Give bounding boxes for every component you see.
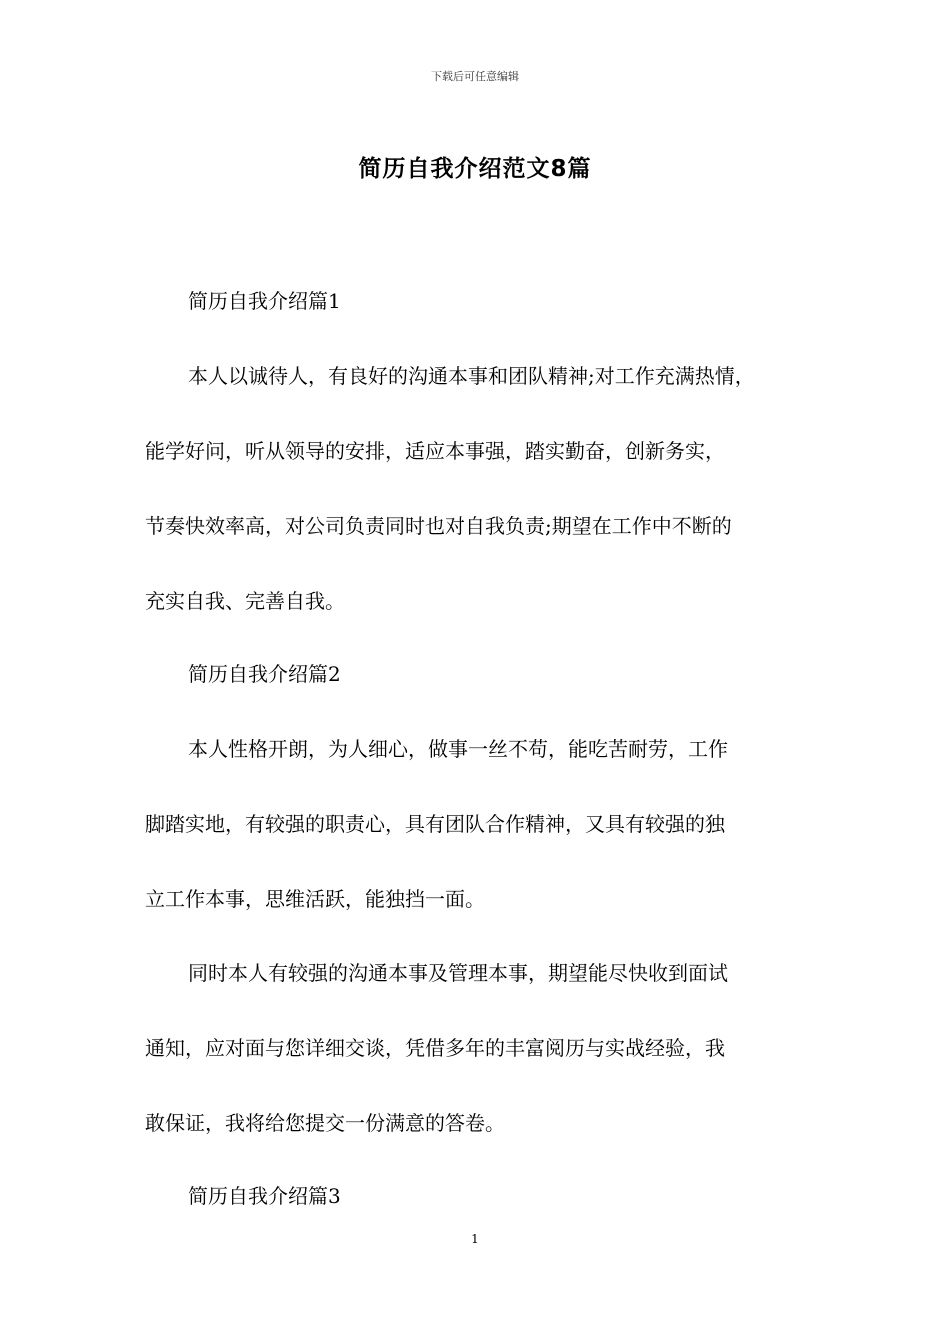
header-note: 下载后可任意编辑 [431, 70, 519, 83]
section-heading-2: 简历自我介绍篇2 [188, 662, 341, 686]
paragraph-line: 本人以诚待人，有良好的沟通本事和团队精神;对工作充满热情， [188, 364, 755, 388]
section-heading-1: 简历自我介绍篇1 [188, 289, 341, 313]
paragraph-line: 充实自我、完善自我。 [145, 589, 345, 613]
paragraph-line: 本人性格开朗，为人细心，做事一丝不苟，能吃苦耐劳，工作 [188, 737, 728, 761]
paragraph-line: 节奏快效率高，对公司负责同时也对自我负责;期望在工作中不断的 [145, 514, 732, 538]
paragraph-line: 立工作本事，思维活跃，能独挡一面。 [145, 887, 485, 911]
paragraph-line: 同时本人有较强的沟通本事及管理本事，期望能尽快收到面试 [188, 961, 728, 985]
paragraph-line: 能学好问，听从领导的安排，适应本事强，踏实勤奋，创新务实， [145, 439, 725, 463]
paragraph-line: 敢保证，我将给您提交一份满意的答卷。 [145, 1111, 505, 1135]
paragraph-line: 脚踏实地，有较强的职责心，具有团队合作精神，又具有较强的独 [145, 812, 725, 836]
document-title: 简历自我介绍范文8篇 [358, 156, 592, 182]
page-number: 1 [471, 1232, 479, 1246]
paragraph-line: 通知，应对面与您详细交谈，凭借多年的丰富阅历与实战经验，我 [145, 1036, 725, 1060]
section-heading-3: 简历自我介绍篇3 [188, 1184, 341, 1208]
